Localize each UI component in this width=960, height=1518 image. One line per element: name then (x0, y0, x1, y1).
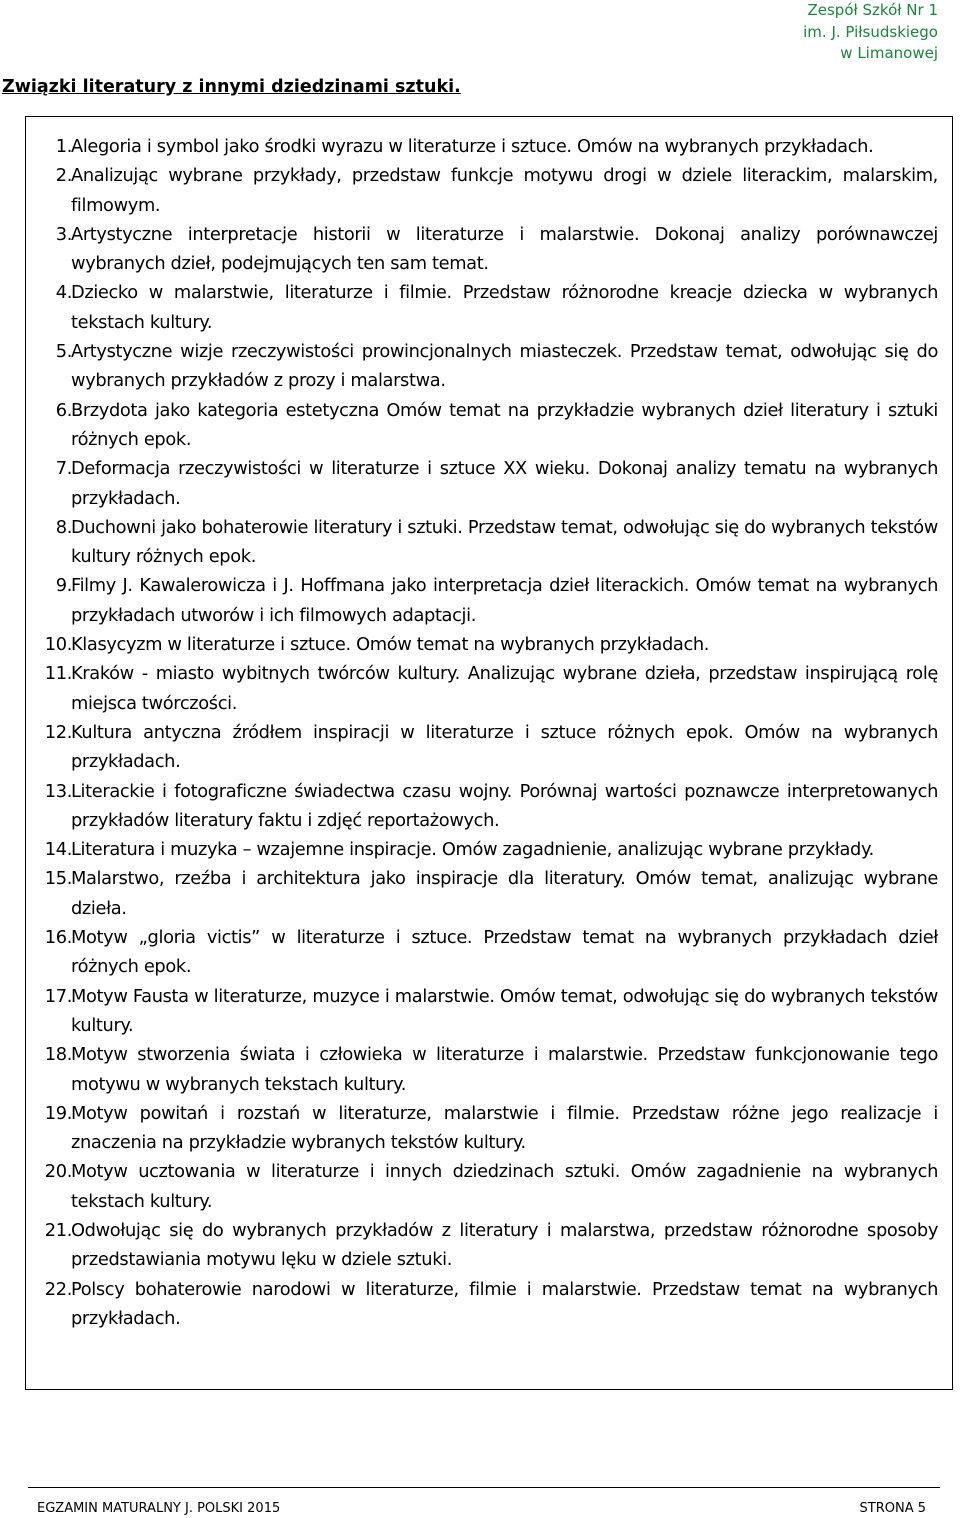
topic-text: Odwołując się do wybranych przykładów z literatury i malarstwa, przedstaw różnorodne sposoby przedstawiania motywu lęku w dziele sztuki. (71, 1219, 938, 1271)
list-item (26, 1099, 952, 1158)
school-line-2: im. J. Piłsudskiego (803, 22, 938, 41)
list-item (26, 1040, 952, 1099)
topic-text: Motyw ucztowania w literaturze i innych dziedzinach sztuki. Omów zagadnienie na wybranych tekstach kultury. (71, 1161, 938, 1212)
list-item (26, 777, 952, 836)
topic-box (25, 116, 953, 1390)
list-item (26, 659, 952, 718)
topic-number: 17. (44, 985, 72, 1007)
document-title: Związki literatury z innymi dziedzinami sztuki. (2, 77, 461, 97)
topic-number: 3. (55, 223, 72, 245)
topic-text: Motyw stworzenia świata i człowieka w literaturze i malarstwie. Przedstaw funkcjonowanie tego motywu w wybranych tekstach kultury. (71, 1044, 938, 1095)
topic-number: 14. (44, 839, 72, 861)
topic-number: 10. (44, 634, 72, 656)
topic-number: 21. (44, 1219, 72, 1241)
list-item (26, 513, 952, 572)
school-header (638, 0, 938, 65)
topic-number: 16. (44, 927, 72, 949)
topic-number: 13. (44, 780, 72, 802)
topic-text: Kraków - miasto wybitnych twórców kultury. Analizując wybrane dzieła, przedstaw inspirującą rolę miejsca twórczości. (71, 663, 938, 714)
list-item (26, 454, 952, 513)
topic-number: 2. (55, 165, 72, 187)
list-item (26, 220, 952, 279)
topic-number: 22. (44, 1278, 72, 1300)
topic-number: 1. (55, 136, 72, 157)
topic-text: Polscy bohaterowie narodowi w literaturze, filmie i malarstwie. Przedstaw temat na wybranych przykładach. (71, 1278, 938, 1329)
list-item (26, 864, 952, 923)
footer-page-number: STRONA 5 (859, 1501, 926, 1516)
topic-number: 5. (55, 341, 72, 363)
topic-list (26, 132, 952, 1333)
topic-text: Alegoria i symbol jako środki wyrazu w literaturze i sztuce. Omów na wybranych przykładach. (71, 136, 874, 157)
topic-text: Malarstwo, rzeźba i architektura jako inspiracje dla literatury. Omów temat, analizując wybrane dzieła. (71, 868, 938, 919)
topic-text: Brzydota jako kategoria estetyczna Omów temat na przykładzie wybranych dzieł literatury i sztuki różnych epok. (71, 399, 938, 450)
topic-text: Motyw Fausta w literaturze, muzyce i malarstwie. Omów temat, odwołując się do wybranych tekstów kultury. (71, 985, 938, 1036)
topic-text: Analizując wybrane przykłady, przedstaw funkcje motywu drogi w dziele literackim, malarskim, filmowym. (71, 165, 938, 216)
topic-number: 8. (55, 516, 72, 538)
list-item (26, 1157, 952, 1216)
topic-text: Dziecko w malarstwie, literaturze i filmie. Przedstaw różnorodne kreacje dziecka w wybranych tekstach kultury. (71, 282, 938, 333)
list-item (26, 1216, 952, 1275)
topic-text: Artystyczne wizje rzeczywistości prowincjonalnych miasteczek. Przedstaw temat, odwołując się do wybranych przykładów z prozy i malarstwa. (71, 341, 938, 392)
list-item (26, 835, 952, 864)
topic-text: Literatura i muzyka – wzajemne inspiracje. Omów zagadnienie, analizując wybrane przykłady. (71, 839, 874, 861)
topic-number: 7. (55, 458, 72, 480)
list-item (26, 396, 952, 455)
list-item (26, 132, 952, 161)
list-item (26, 278, 952, 337)
topic-text: Motyw powitań i rozstań w literaturze, malarstwie i filmie. Przedstaw różne jego realizacje i znaczenia na przykładzie wybranych tekstów kultury. (71, 1102, 938, 1154)
list-item (26, 982, 952, 1041)
footer-divider (28, 1487, 940, 1488)
topic-number: 11. (44, 663, 72, 685)
topic-number: 15. (44, 868, 72, 890)
list-item (26, 630, 952, 659)
school-line-1: Zespół Szkół Nr 1 (807, 1, 938, 19)
list-item (26, 161, 952, 220)
list-item (26, 923, 952, 982)
topic-text: Klasycyzm w literaturze i sztuce. Omów temat na wybranych przykładach. (71, 634, 710, 656)
topic-number: 12. (44, 721, 72, 743)
topic-text: Literackie i fotograficzne świadectwa czasu wojny. Porównaj wartości poznawcze interpretowanych przykładów literatury faktu i zdjęć reportażowych. (71, 780, 938, 831)
list-item (26, 718, 952, 777)
topic-text: Filmy J. Kawalerowicza i J. Hoffmana jako interpretacja dzieł literackich. Omów temat na wybranych przykładach utworów i ich filmowych adaptacji. (71, 575, 938, 626)
list-item (26, 337, 952, 396)
school-line-3: w Limanowej (840, 44, 938, 62)
list-item (26, 571, 952, 630)
topic-text: Duchowni jako bohaterowie literatury i sztuki. Przedstaw temat, odwołując się do wybranych tekstów kultury różnych epok. (71, 516, 938, 568)
footer-exam-label: EGZAMIN MATURALNY J. POLSKI 2015 (37, 1501, 281, 1516)
topic-text: Kultura antyczna źródłem inspiracji w literaturze i sztuce różnych epok. Omów na wybranych przykładach. (71, 721, 938, 773)
topic-number: 9. (55, 575, 72, 597)
topic-number: 18. (44, 1044, 72, 1066)
topic-number: 19. (44, 1102, 72, 1124)
topic-text: Deformacja rzeczywistości w literaturze i sztuce XX wieku. Dokonaj analizy tematu na wybranych przykładach. (71, 458, 938, 509)
topic-number: 20. (44, 1161, 72, 1183)
topic-text: Motyw „gloria victis” w literaturze i sztuce. Przedstaw temat na wybranych przykładach dzieł różnych epok. (71, 927, 938, 978)
topic-number: 4. (55, 282, 72, 304)
topic-number: 6. (55, 399, 72, 421)
list-item (26, 1275, 952, 1334)
topic-text: Artystyczne interpretacje historii w literaturze i malarstwie. Dokonaj analizy porównawczej wybranych dzieł, podejmujących ten sam temat. (71, 223, 938, 275)
